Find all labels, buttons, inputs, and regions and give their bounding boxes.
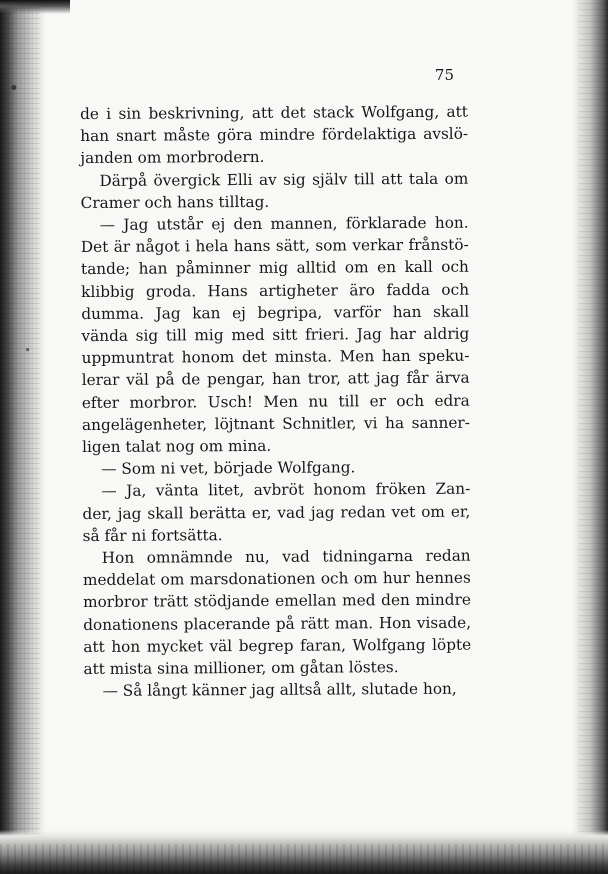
text-line: der, jag skall berätta er, vad jag redan vet om er, [82,502,471,523]
scan-edge-bottom-texture [0,844,608,874]
text-line: klibbig groda. Hans artigheter äro fadda och [81,280,470,301]
text-line: dumma. Jag kan ej begripa, varför han skall [81,302,470,323]
text-line: — Ja, vänta litet, avbröt honom fröken Zan- [101,480,471,501]
scan-edge-right-texture [578,0,608,874]
text-line: donationens placerande på rätt man. Hon visade, [83,613,472,634]
text-line: Det är något i hela hans sätt, som verkar frånstö- [80,235,469,257]
text-line: tande; han påminner mig alltid om en kall och [80,258,469,279]
page-number: 75 [434,66,454,84]
text-line: lerar väl på de pengar, han tror, att jag får ärva [81,369,470,390]
text-line: ligen talat nog om mina. [82,436,272,457]
scan-edge-top-corner [0,0,70,14]
text-line: Därpå övergick Elli av sig själv till att tala om [99,169,469,190]
text-line: han snart måste göra mindre fördelaktiga avslö- [80,124,469,146]
text-line: morbror trätt stödjande emellan med den mindre [82,591,471,612]
text-line: angelägenheter, löjtnant Schnitler, vi ha sanner- [81,413,470,434]
text-line: att mista sina millioner, om gåtan löstes. [83,658,399,679]
text-line: de i sin beskrivning, att det stack Wolfgang, att [80,102,468,123]
text-line: Hon omnämnde nu, vad tidningarna redan [101,546,471,567]
text-line: uppmuntrat honom det minsta. Men han speku- [81,346,470,368]
body-text [80,101,472,703]
text-line: — Som ni vet, började Wolfgang. [101,458,356,479]
text-line: efter morbror. Usch! Men nu till er och edra [81,391,470,412]
text-line: — Jag utstår ej den mannen, förklarade hon. [99,213,469,234]
scan-edge-left-texture [0,0,40,874]
text-line: vända sig till mig med sitt frieri. Jag har aldrig [81,324,470,346]
text-line: janden om morbrodern. [80,148,265,168]
text-line: — Så långt känner jag alltså allt, slutade hon, [102,679,457,701]
text-line: meddelat om marsdonationen och om hur hennes [82,568,471,590]
text-line: Cramer och hans tilltag. [80,192,270,212]
text-line: att hon mycket väl begrep faran, Wolfgang löpte [83,635,472,656]
text-line: så får ni fortsätta. [82,525,223,545]
